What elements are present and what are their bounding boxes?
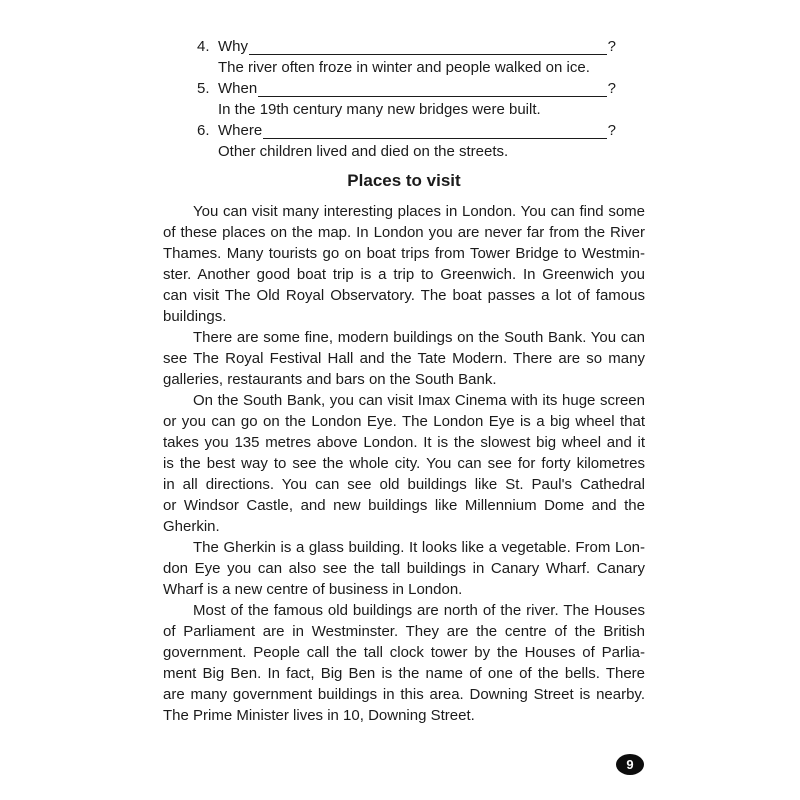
question-item xyxy=(197,120,616,162)
page-number-badge xyxy=(616,754,644,775)
text-line: don Eye you can also see the tall buildings in Canary Wharf. Canary xyxy=(163,560,645,577)
text-line: of these places on the map. In London you are never far from the River xyxy=(163,224,645,241)
text-line: government. People call the tall clock tower by the Houses of Parlia- xyxy=(163,644,645,661)
answer-blank xyxy=(258,78,606,97)
question-line xyxy=(197,120,616,141)
text-line: is the best way to see the whole city. You can see for forty kilometres xyxy=(163,455,645,472)
question-answer: In the 19th century many new bridges were built. xyxy=(218,101,541,118)
answer-blank xyxy=(263,120,606,139)
question-number: 4. xyxy=(197,38,210,55)
paragraph xyxy=(163,327,645,390)
question-mark: ? xyxy=(607,122,616,139)
text-line: ment Big Ben. In fact, Big Ben is the name of one of the bells. There xyxy=(163,665,645,682)
text-line: Gherkin. xyxy=(163,518,220,535)
text-line: You can visit many interesting places in London. You can find some xyxy=(193,203,645,220)
article xyxy=(163,170,645,726)
text-line: galleries, restaurants and bars on the South Bank. xyxy=(163,371,497,388)
question-answer: Other children lived and died on the streets. xyxy=(218,143,509,160)
text-line: can visit The Old Royal Observatory. The boat passes a lot of famous xyxy=(163,287,645,304)
question-word: Where xyxy=(218,122,263,139)
answer-blank xyxy=(249,36,607,55)
text-line: buildings. xyxy=(163,308,227,325)
text-line: Most of the famous old buildings are north of the river. The Houses xyxy=(193,602,645,619)
paragraph xyxy=(163,390,645,537)
article-title: Places to visit xyxy=(347,171,461,190)
text-line: There are some fine, modern buildings on the South Bank. You can xyxy=(193,329,645,346)
text-line: of Parliament are in Westminster. They are the centre of the British xyxy=(163,623,645,640)
question-word: Why xyxy=(218,38,248,55)
page-number: 9 xyxy=(626,757,634,772)
text-line: ster. Another good boat trip is a trip to Greenwich. In Greenwich you xyxy=(163,266,645,283)
text-line: Wharf is a new centre of business in London. xyxy=(163,581,463,598)
text-line: The Gherkin is a glass building. It looks like a vegetable. From Lon- xyxy=(193,539,645,556)
question-line xyxy=(197,78,616,99)
question-number: 5. xyxy=(197,80,210,97)
text-line: takes you 135 metres above London. It is the slowest big wheel and it xyxy=(163,434,645,451)
text-line: On the South Bank, you can visit Imax Cinema with its huge screen xyxy=(193,392,645,409)
question-item xyxy=(197,78,616,120)
question-number: 6. xyxy=(197,122,210,139)
paragraph xyxy=(163,537,645,600)
question-item xyxy=(197,36,616,78)
text-line: The Prime Minister lives in 10, Downing Street. xyxy=(163,707,475,724)
text-line: or you can go on the London Eye. The London Eye is a big wheel that xyxy=(163,413,645,430)
text-line: or Windsor Castle, and new buildings like Millennium Dome and the xyxy=(163,497,645,514)
paragraph xyxy=(163,201,645,327)
question-word: When xyxy=(218,80,258,97)
question-answer: The river often froze in winter and people walked on ice. xyxy=(218,59,590,76)
exercise-questions xyxy=(197,36,616,162)
text-line: are many government buildings in this area. Downing Street is nearby. xyxy=(163,686,645,703)
question-mark: ? xyxy=(607,38,616,55)
text-line: Thames. Many tourists go on boat trips from Tower Bridge to Westmin- xyxy=(163,245,645,262)
text-line: see The Royal Festival Hall and the Tate Modern. There are so many xyxy=(163,350,645,367)
paragraph xyxy=(163,600,645,726)
text-line: in all directions. You can see old buildings like St. Paul's Cathedral xyxy=(163,476,645,493)
question-line xyxy=(197,36,616,57)
question-mark: ? xyxy=(607,80,616,97)
